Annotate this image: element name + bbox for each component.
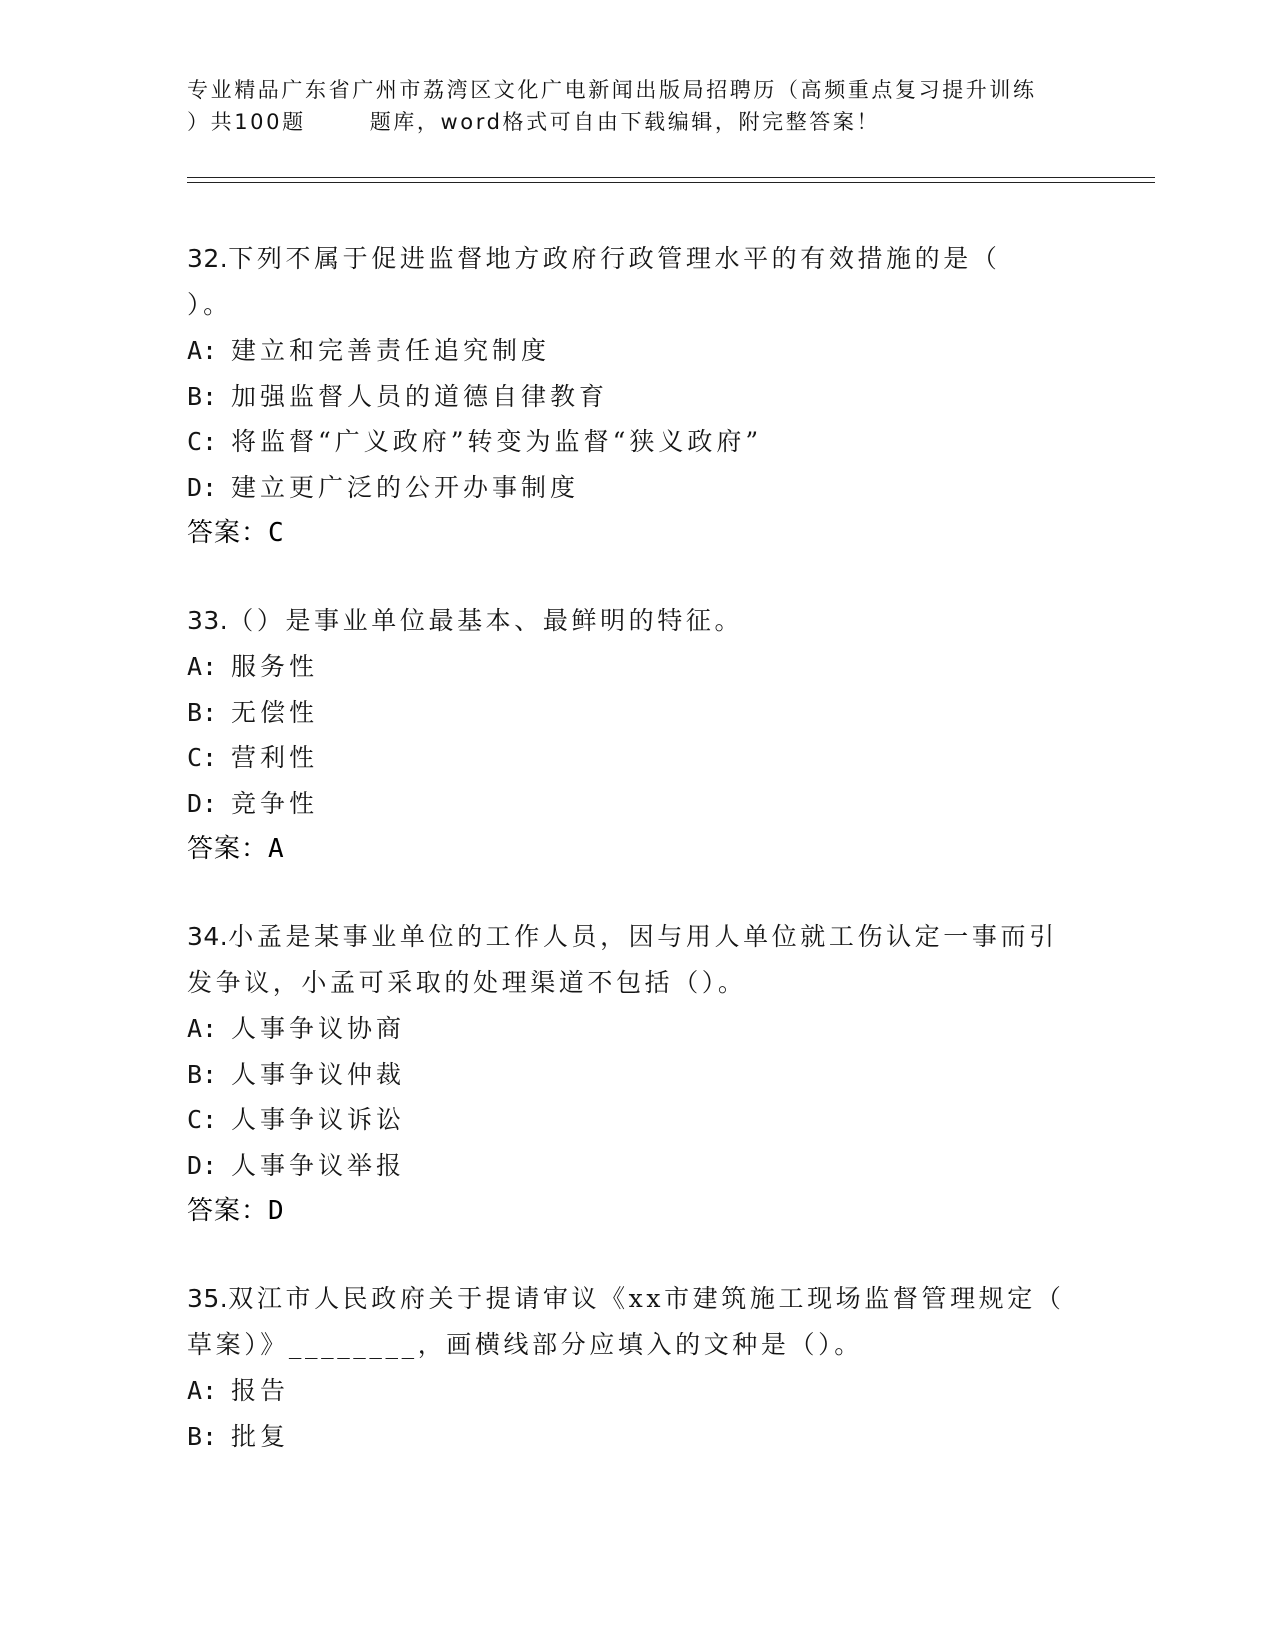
question-32 (187, 236, 1087, 556)
option-b (187, 1414, 1087, 1460)
option-letter: B: (187, 1059, 218, 1089)
question-list (187, 236, 1087, 1501)
option-letter: D: (187, 788, 218, 818)
option-letter: B: (187, 697, 218, 727)
option-text: 建立和完善责任追究制度 (231, 336, 551, 365)
header-divider-top (187, 177, 1155, 178)
option-text: 将监督“广义政府”转变为监督“狭义政府” (231, 427, 763, 456)
question-number: 34. (187, 922, 229, 951)
option-a (187, 644, 1087, 690)
answer-value: C (268, 518, 285, 548)
option-text: 竞争性 (231, 788, 319, 818)
header-line-2 (187, 106, 1087, 138)
option-b (187, 1052, 1087, 1098)
option-a (187, 1368, 1087, 1414)
option-text: 建立更广泛的公开办事制度 (231, 472, 580, 502)
option-text: 加强监督人员的道德自律教育 (231, 381, 609, 411)
question-text: 双江市人民政府关于提请审议《xx市建筑施工现场监督管理规定（ (228, 1284, 1065, 1313)
answer-value: D (268, 1196, 285, 1226)
header-line-2-end: 题库，word格式可自由下载编辑，附完整答案！ (369, 110, 881, 134)
option-b (187, 374, 1087, 420)
option-text: 批复 (231, 1421, 290, 1451)
question-text-line (187, 1322, 1087, 1368)
option-c (187, 735, 1087, 781)
question-text-line (187, 960, 1087, 1006)
question-text-line (187, 282, 1087, 328)
option-letter: C: (187, 1105, 218, 1134)
option-letter: B: (187, 1421, 218, 1451)
option-letter: A: (187, 1376, 218, 1405)
option-d (187, 465, 1087, 511)
option-text: 无偿性 (231, 697, 319, 727)
answer-label: 答案： (187, 834, 269, 864)
question-35 (187, 1276, 1087, 1459)
option-b (187, 690, 1087, 736)
option-text: 营利性 (231, 743, 319, 772)
question-text: （）是事业单位最基本、最鲜明的特征。 (228, 606, 744, 635)
option-text: 服务性 (231, 652, 319, 681)
answer-label: 答案： (187, 1196, 269, 1226)
option-text: 人事争议协商 (231, 1014, 406, 1043)
option-letter: C: (187, 427, 218, 456)
header-line-2-start: ）共100题 (187, 110, 306, 134)
question-text: 发争议，小孟可采取的处理渠道不包括（）。 (187, 968, 747, 997)
header-line-1: 专业精品广东省广州市荔湾区文化广电新闻出版局招聘历（高频重点复习提升训练 (187, 78, 1037, 102)
option-letter: D: (187, 472, 218, 502)
question-text: 下列不属于促进监督地方政府行政管理水平的有效措施的是（ (228, 244, 1001, 273)
answer-value: A (268, 834, 285, 864)
question-text-line (187, 1276, 1087, 1322)
question-text-line (187, 236, 1087, 282)
option-c (187, 1097, 1087, 1143)
option-d (187, 781, 1087, 827)
question-text-line (187, 914, 1087, 960)
question-text: 草案）》________，画横线部分应填入的文种是（）。 (187, 1330, 863, 1359)
question-number: 32. (187, 244, 229, 273)
question-text: 小孟是某事业单位的工作人员，因与用人单位就工伤认定一事而引 (228, 922, 1058, 951)
answer (187, 1188, 1087, 1234)
option-letter: C: (187, 743, 218, 772)
option-letter: A: (187, 1014, 218, 1043)
answer (187, 510, 1087, 556)
option-text: 人事争议诉讼 (231, 1105, 406, 1134)
option-letter: A: (187, 336, 218, 365)
option-d (187, 1143, 1087, 1189)
option-a (187, 328, 1087, 374)
option-letter: A: (187, 652, 218, 681)
option-c (187, 419, 1087, 465)
option-text: 人事争议举报 (231, 1150, 406, 1180)
option-text: 人事争议仲裁 (231, 1059, 406, 1089)
answer (187, 826, 1087, 872)
question-number: 35. (187, 1284, 229, 1313)
question-34 (187, 914, 1087, 1234)
answer-label: 答案： (187, 518, 269, 548)
option-letter: D: (187, 1150, 218, 1180)
option-a (187, 1006, 1087, 1052)
question-number: 33. (187, 606, 229, 635)
option-text: 报告 (231, 1376, 290, 1405)
header-divider-bottom (187, 182, 1155, 183)
question-text-line (187, 598, 1087, 644)
question-text: ）。 (187, 290, 232, 319)
document-header (187, 74, 1087, 138)
question-33 (187, 598, 1087, 872)
option-letter: B: (187, 381, 218, 411)
